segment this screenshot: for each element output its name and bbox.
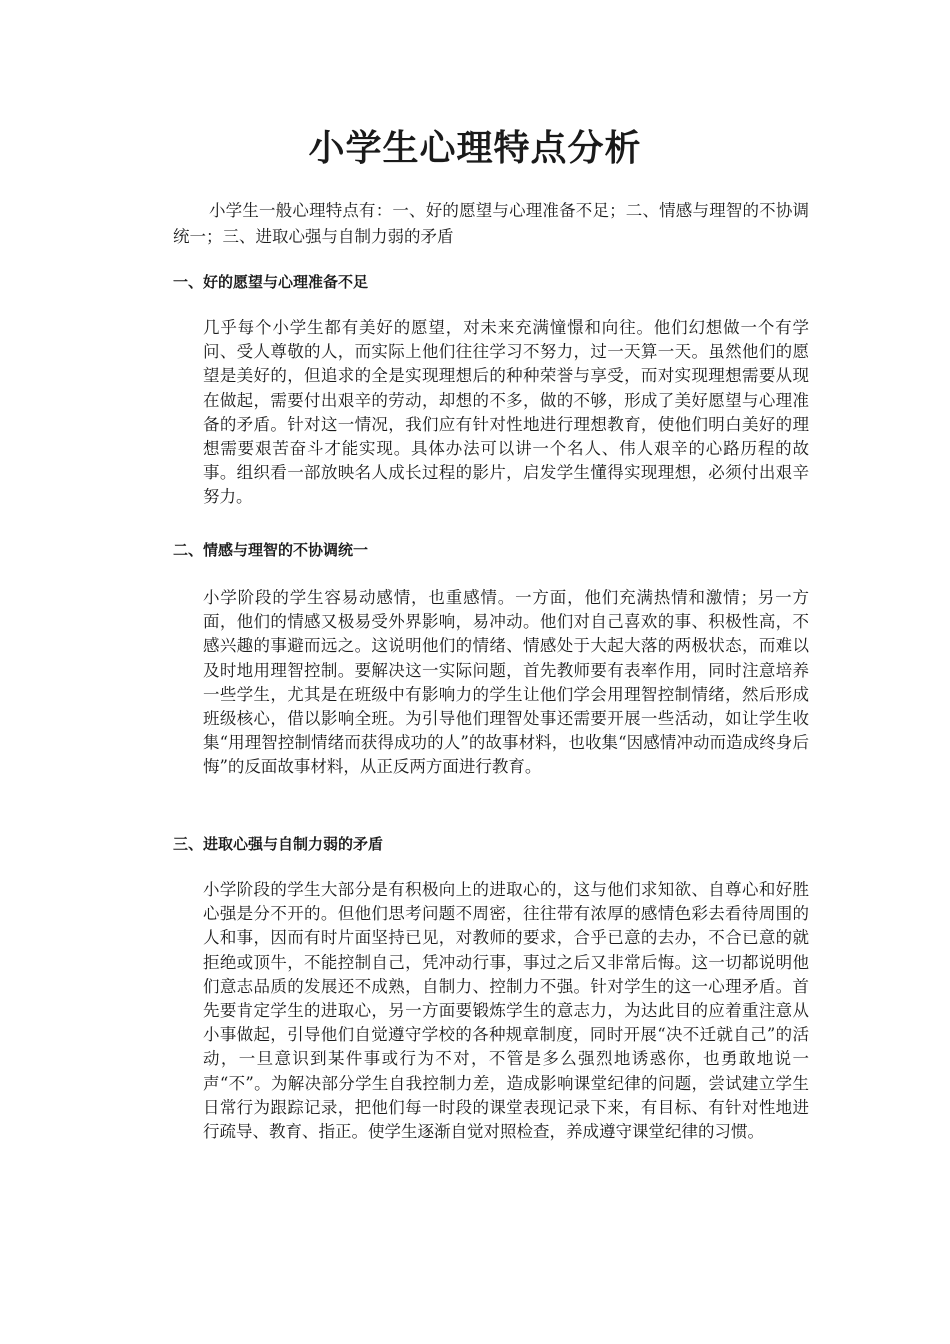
section-body-3: 小学阶段的学生大部分是有积极向上的进取心的，这与他们求知欲、自尊心和好胜心强是分不开的。但他们思考问题不周密，往往带有浓厚的感情色彩去看待周围的人和事，因而有时片面坚持已见，对教师的要求，合乎已意的去办，不合已意的就拒绝或顶牛，不能控制自己，凭冲动行事，事过之后又非常后悔。这一切都说明他们意志品质的发展还不成熟，自制力、控制力不强。针对学生的这一心理矛盾。首先要肯定学生的进取心，另一方面要锻炼学生的意志力，为达此目的应着重注意从小事做起，引导他们自觉遵守学校的各种规章制度，同时开展“决不迁就自己”的活动，一旦意识到某件事或行为不对，不管是多么强烈地诱惑你，也勇敢地说一声“不”。为解决部分学生自我控制力差，造成影响课堂纪律的问题，尝试建立学生日常行为跟踪记录，把他们每一时段的课堂表现记录下来，有目标、有针对性地进行疏导、教育、指正。使学生逐渐自觉对照检查，养成遵守课堂纪律的习惯。 [203, 880, 809, 1142]
section-heading-3: 三、进取心强与自制力弱的矛盾 [173, 835, 384, 853]
section-body-1: 几乎每个小学生都有美好的愿望，对未来充满憧憬和向往。他们幻想做一个有学问、受人尊敬的人，而实际上他们往往学习不努力，过一天算一天。虽然他们的愿望是美好的，但追求的全是实现理想后的种种荣誉与享受，而对实现理想需要从现在做起，需要付出艰辛的劳动，却想的不多，做的不够，形成了美好愿望与心理准备的矛盾。针对这一情况，我们应有针对性地进行理想教育，使他们明白美好的理想需要艰苦奋斗才能实现。具体办法可以讲一个名人、伟人艰辛的心路历程的故事。组织看一部放映名人成长过程的影片，启发学生懂得实现理想，必须付出艰辛努力。 [203, 318, 809, 507]
intro-paragraph: 小学生一般心理特点有：一、好的愿望与心理准备不足；二、情感与理智的不协调统一；三、进取心强与自制力弱的矛盾 [173, 201, 809, 246]
section-body-2: 小学阶段的学生容易动感情，也重感情。一方面，他们充满热情和激情；另一方面，他们的情感又极易受外界影响，易冲动。他们对自己喜欢的事、积极性高，不感兴趣的事避而远之。这说明他们的情绪、情感处于大起大落的两极状态，而难以及时地用理智控制。要解决这一实际问题，首先教师要有表率作用，同时注意培养一些学生，尤其是在班级中有影响力的学生让他们学会用理智控制情绪，然后形成班级核心，借以影响全班。为引导他们理智处事还需要开展一些活动，如让学生收集“用理智控制情绪而获得成功的人”的故事材料，也收集“因感情冲动而造成终身后悔”的反面故事材料，从正反两方面进行教育。 [203, 588, 809, 777]
section-heading-2: 二、情感与理智的不协调统一 [173, 541, 369, 559]
section-heading-1: 一、好的愿望与心理准备不足 [173, 273, 369, 291]
document-title: 小学生心理特点分析 [308, 128, 642, 169]
